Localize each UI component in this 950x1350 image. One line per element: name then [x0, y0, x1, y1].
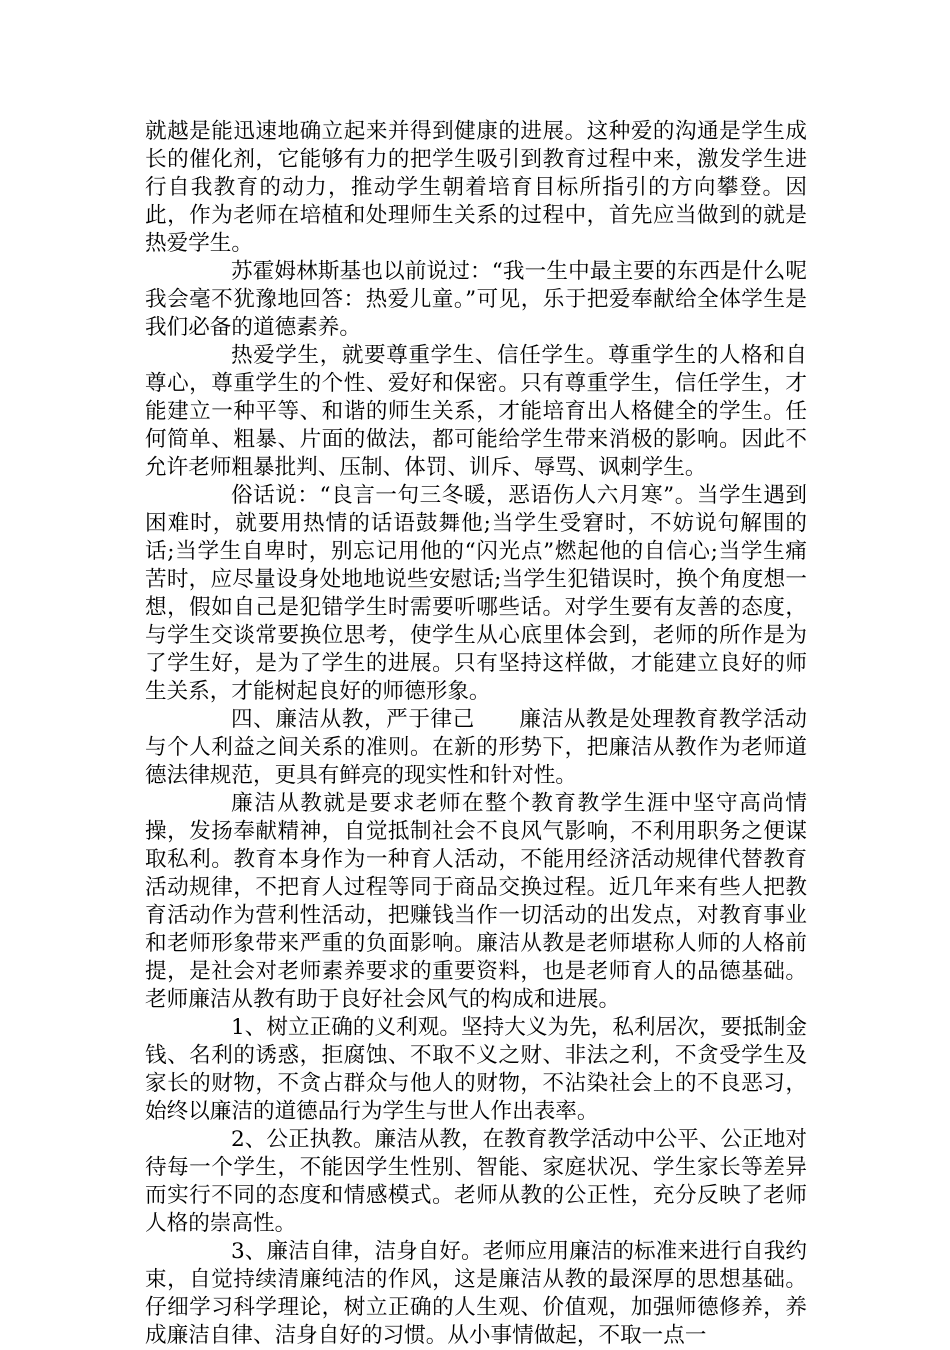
- paragraph-proverb: 俗话说：“良言一句三冬暖，恶语伤人六月寒”。当学生遇到困难时，就要用热情的话语鼓舞他;当学生受窘时，不妨说句解围的话;当学生自卑时，别忘记用他的“闪光点”燃起他的自信心;当学生痛苦时，应尽量设身处地地说些安慰话;当学生犯错误时，换个角度想一想，假如自己是犯错学生时需要听哪些话。对学生要有友善的态度，与学生交谈常要换位思考，使学生从心底里体会到，老师的所作是为了学生好，是为了学生的进展。只有坚持这样做，才能建立良好的师生关系，才能树起良好的师德形象。: [145, 483, 807, 704]
- paragraph-item-3: 3、廉洁自律，洁身自好。老师应用廉洁的标准来进行自我约束，自觉持续清廉纯洁的作风，这是廉洁从教的最深厚的思想基础。仔细学习科学理论，树立正确的人生观、价值观，加强师德修养，养成廉洁自律、洁身自好的习惯。从小事情做起，不取一点一: [145, 1239, 807, 1348]
- paragraph-sukhomlinsky-quote: 苏霍姆林斯基也以前说过：“我一生中最主要的东西是什么呢我会毫不犹豫地回答：热爱儿童。”可见，乐于把爱奉献给全体学生是我们必备的道德素养。: [145, 259, 807, 340]
- paragraph-respect-students: 热爱学生，就要尊重学生、信任学生。尊重学生的人格和自尊心，尊重学生的个性、爱好和保密。只有尊重学生，信任学生，才能建立一种平等、和谐的师生关系，才能培育出人格健全的学生。任何简单、粗暴、片面的做法，都可能给学生带来消极的影响。因此不允许老师粗暴批判、压制、体罚、训斥、辱骂、讽刺学生。: [145, 343, 807, 480]
- paragraph-section-four: [145, 706, 807, 790]
- document-page: [145, 118, 807, 1350]
- paragraph-item-2: 2、公正执教。廉洁从教，在教育教学活动中公平、公正地对待每一个学生，不能因学生性别、智能、家庭状况、学生家长等差异而实行不同的态度和情感模式。老师从教的公正性，充分反映了老师人格的崇高性。: [145, 1127, 807, 1236]
- paragraph-continuation: 就越是能迅速地确立起来并得到健康的进展。这种爱的沟通是学生成长的催化剂，它能够有力的把学生吸引到教育过程中来，激发学生进行自我教育的动力，推动学生朝着培育目标所指引的方向攀登。因此，作为老师在培植和处理师生关系的过程中，首先应当做到的就是热爱学生。: [145, 119, 807, 256]
- section-four-body: 廉洁从教是处理教育教学活动与个人利益之间关系的准则。在新的形势下，把廉洁从教作为老师道德法律规范，更具有鲜亮的现实性和针对性。: [145, 707, 807, 788]
- paragraph-item-1: 1、树立正确的义利观。坚持大义为先，私利居次，要抵制金钱、名利的诱惑，拒腐蚀、不取不义之财、非法之利，不贪受学生及家长的财物，不贪占群众与他人的财物，不沾染社会上的不良恶习，始终以廉洁的道德品行为学生与世人作出表率。: [145, 1015, 807, 1124]
- section-heading-four: 四、廉洁从教，严于律己: [231, 707, 475, 732]
- paragraph-integrity: 廉洁从教就是要求老师在整个教育教学生涯中坚守高尚情操，发扬奉献精神，自觉抵制社会不良风气影响，不利用职务之便谋取私利。教育本身作为一种育人活动，不能用经济活动规律代替教育活动规律，不把育人过程等同于商品交换过程。近几年来有些人把教育活动作为营利性活动，把赚钱当作一切活动的出发点，对教育事业和老师形象带来严重的负面影响。廉洁从教是老师堪称人师的人格前提，是社会对老师素养要求的重要资料，也是老师育人的品德基础。老师廉洁从教有助于良好社会风气的构成和进展。: [145, 791, 807, 1012]
